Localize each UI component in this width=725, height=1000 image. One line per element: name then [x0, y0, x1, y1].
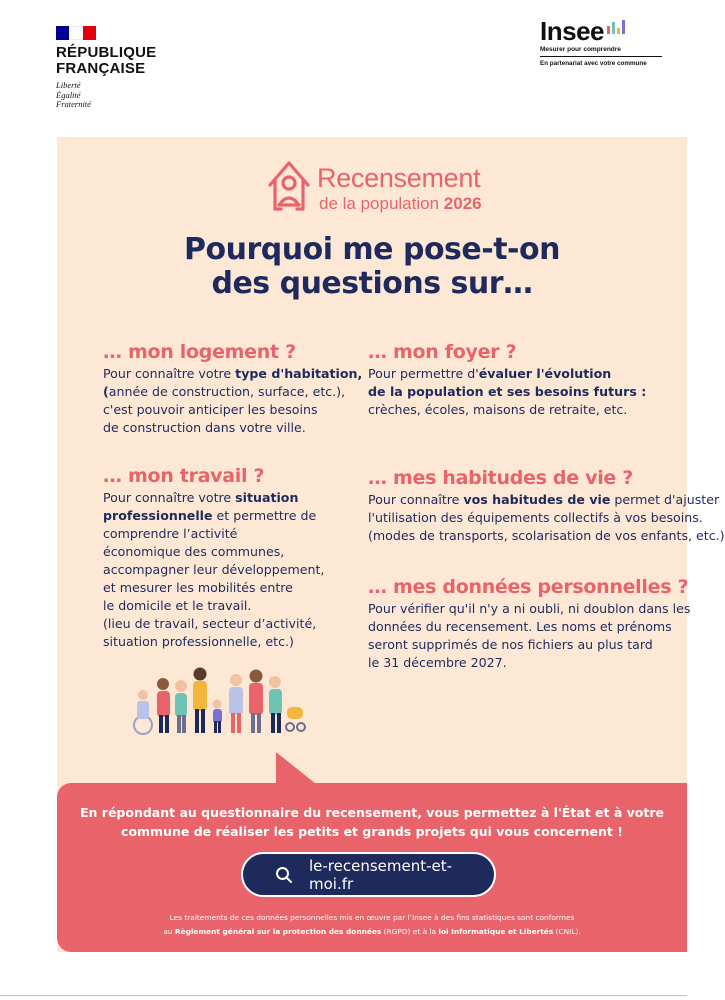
republique-francaise-logo	[56, 26, 166, 110]
section-foyer-title: … mon foyer ?	[368, 341, 517, 363]
marianne-flag-icon	[56, 26, 96, 40]
section-donnees-title: … mes données personnelles ?	[368, 576, 689, 598]
cta-banner	[57, 783, 687, 952]
rf-title-line2: FRANÇAISE	[56, 60, 146, 77]
insee-tagline: Mesurer pour comprendre	[540, 46, 621, 53]
insee-wordmark: Insee	[540, 16, 604, 46]
insee-divider	[540, 56, 662, 57]
section-donnees	[368, 575, 691, 672]
recensement-subtitle: de la population 2026	[319, 194, 482, 213]
search-icon	[275, 866, 293, 884]
headline	[57, 233, 687, 301]
rf-title-line1: RÉPUBLIQUE	[56, 44, 157, 61]
insee-logo	[540, 18, 668, 67]
section-habitudes-title: … mes habitudes de vie ?	[368, 467, 634, 489]
recensement-title: Recensement	[317, 163, 481, 193]
section-travail	[103, 464, 363, 651]
section-travail-text: Pour connaître votre situation professionnelle et permettre de comprendre l’activité économique des communes, accompagner leur développement, et mesurer les mobilités entre le domicile et le travail. (lieu de travail, secteur d’activité, situation professionnelle, etc.)	[103, 490, 325, 649]
section-foyer-text: Pour permettre d'évaluer l'évolution de la population et ses besoins futurs : crèches, écoles, maisons de retraite, etc.	[368, 366, 647, 417]
website-link-button[interactable]	[241, 852, 496, 897]
section-logement	[103, 340, 363, 437]
banner-message	[57, 803, 687, 841]
section-travail-title: … mon travail ?	[103, 465, 265, 487]
website-url: le-recensement-et-moi.fr	[309, 856, 453, 893]
section-donnees-text: Pour vérifier qu'il n'y a ni oubli, ni doublon dans les données du recensement. Les noms et prénoms seront supprimés de nos fichiers au plus tard le 31 décembre 2027.	[368, 601, 691, 670]
section-habitudes	[368, 466, 725, 545]
insee-bars-icon	[607, 20, 625, 34]
banner-message-line1: En répondant au questionnaire du recensement, vous permettez à l'État et à votre	[79, 805, 664, 820]
section-foyer	[368, 340, 668, 419]
banner-message-line2: commune de réaliser les petits et grands projets qui vous concernent !	[121, 824, 623, 839]
headline-line1: Pourquoi me pose-t-on	[184, 232, 560, 267]
headline-line2: des questions sur…	[211, 266, 533, 301]
insee-partner-text: En partenariat avec votre commune	[540, 60, 647, 67]
legal-notice-line2: au Règlement général sur la protection des données (RGPD) et à la loi Informatique et Libertés (CNIL).	[163, 927, 581, 936]
rf-motto-fraternite: Fraternité	[56, 99, 91, 109]
banner-pointer	[276, 752, 316, 784]
rf-motto-liberte: Liberté	[56, 80, 81, 90]
recensement-year: 2026	[443, 194, 482, 213]
people-illustration	[131, 665, 311, 737]
page-bottom-divider	[0, 995, 687, 996]
section-logement-title: … mon logement ?	[103, 341, 296, 363]
section-logement-text: Pour connaître votre type d'habitation, (année de construction, surface, etc.), c'est pouvoir anticiper les besoins de construction dans votre ville.	[103, 366, 363, 435]
legal-notice	[57, 911, 687, 939]
legal-notice-line1: Les traitements de ces données personnelles mis en œuvre par l’Insee à des fins statistiques sont conformes	[169, 913, 575, 922]
section-habitudes-text: Pour connaître vos habitudes de vie permet d'ajuster l'utilisation des équipements collectifs à vos besoins. (modes de transports, scolarisation de vos enfants, etc.)	[368, 492, 725, 543]
rf-motto-egalite: Égalité	[56, 89, 81, 100]
